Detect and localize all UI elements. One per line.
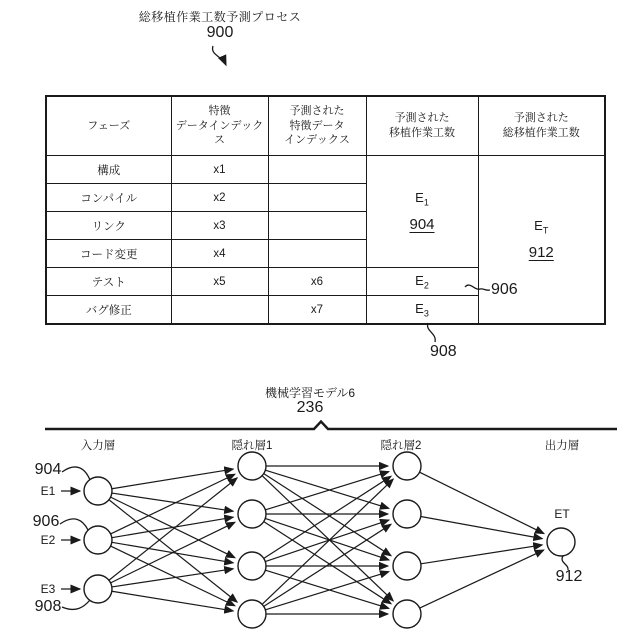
feature-index-cell: x4 [171, 240, 268, 268]
phase-cell: コンパイル [46, 184, 171, 212]
col-header-predicted-total-effort: 予測された 総移植作業工数 [478, 96, 605, 156]
predicted-feature-index-cell [268, 212, 366, 240]
col-header-predicted-effort: 予測された 移植作業工数 [366, 96, 478, 156]
e1-value: $E_1$ [415, 190, 429, 208]
predicted-effort-e3-cell [366, 296, 478, 325]
ref-904-network: 904 [34, 461, 62, 478]
network-nodes [84, 452, 575, 628]
predicted-effort-e1-cell [366, 156, 478, 268]
leader-904-network [62, 467, 90, 480]
ref-906-annotation: 906 [491, 281, 518, 298]
leader-906-network [60, 519, 88, 530]
e3-value: $E_3$ [415, 300, 429, 319]
network-brace [45, 422, 617, 430]
feature-index-cell: x5 [171, 268, 268, 296]
network-edges [109, 466, 544, 614]
predicted-feature-index-cell [268, 184, 366, 212]
ref-904: 904 [409, 215, 435, 233]
ref-908-annotation: 908 [430, 343, 457, 360]
layer-label-hidden1: 隠れ層1 [231, 440, 273, 452]
ref-912: 912 [528, 243, 554, 261]
input-label-e3: E3 [40, 582, 56, 596]
input-label-e2: E2 [40, 533, 56, 547]
ref-912-network: 912 [555, 568, 583, 585]
leader-908-network [62, 600, 90, 609]
network-title: 機械学習モデル6 [264, 386, 356, 400]
table-row [46, 156, 605, 184]
input-label-e1: E1 [40, 484, 56, 498]
col-header-phase: フェーズ [46, 96, 171, 156]
layer-label-input: 入力層 [80, 440, 116, 452]
figure-ref-900: 900 [206, 24, 234, 41]
phase-cell: テスト [46, 268, 171, 296]
feature-index-cell: x1 [171, 156, 268, 184]
feature-index-cell: x3 [171, 212, 268, 240]
phase-cell: 構成 [46, 156, 171, 184]
predicted-effort-e2-cell [366, 268, 478, 296]
layer-label-output: 出力層 [544, 440, 580, 452]
feature-index-cell: x2 [171, 184, 268, 212]
et-value: $E_T$ [534, 218, 549, 236]
table-header-row [46, 96, 605, 156]
phase-cell: リンク [46, 212, 171, 240]
leader-908-table [428, 323, 436, 342]
predicted-feature-index-cell: x6 [268, 268, 366, 296]
title-pointer-arrow [213, 46, 226, 65]
effort-prediction-table [45, 95, 606, 325]
phase-cell: コード変更 [46, 240, 171, 268]
predicted-feature-index-cell: x7 [268, 296, 366, 325]
phase-cell: バグ修正 [46, 296, 171, 325]
ref-906-network: 906 [32, 513, 60, 530]
predicted-feature-index-cell [268, 240, 366, 268]
output-label-et: ET [554, 507, 570, 521]
ref-908-network: 908 [34, 598, 62, 615]
col-header-feature-index: 特徴 データインデックス [171, 96, 268, 156]
feature-index-cell [171, 296, 268, 325]
predicted-feature-index-cell [268, 156, 366, 184]
e2-value: $E_2$ [415, 272, 429, 291]
figure-title: 総移植作業工数予測プロセス [138, 10, 302, 24]
col-header-predicted-feature-index: 予測された 特徴データ インデックス [268, 96, 366, 156]
layer-label-hidden2: 隠れ層2 [380, 440, 422, 452]
network-ref-236: 236 [296, 399, 324, 416]
